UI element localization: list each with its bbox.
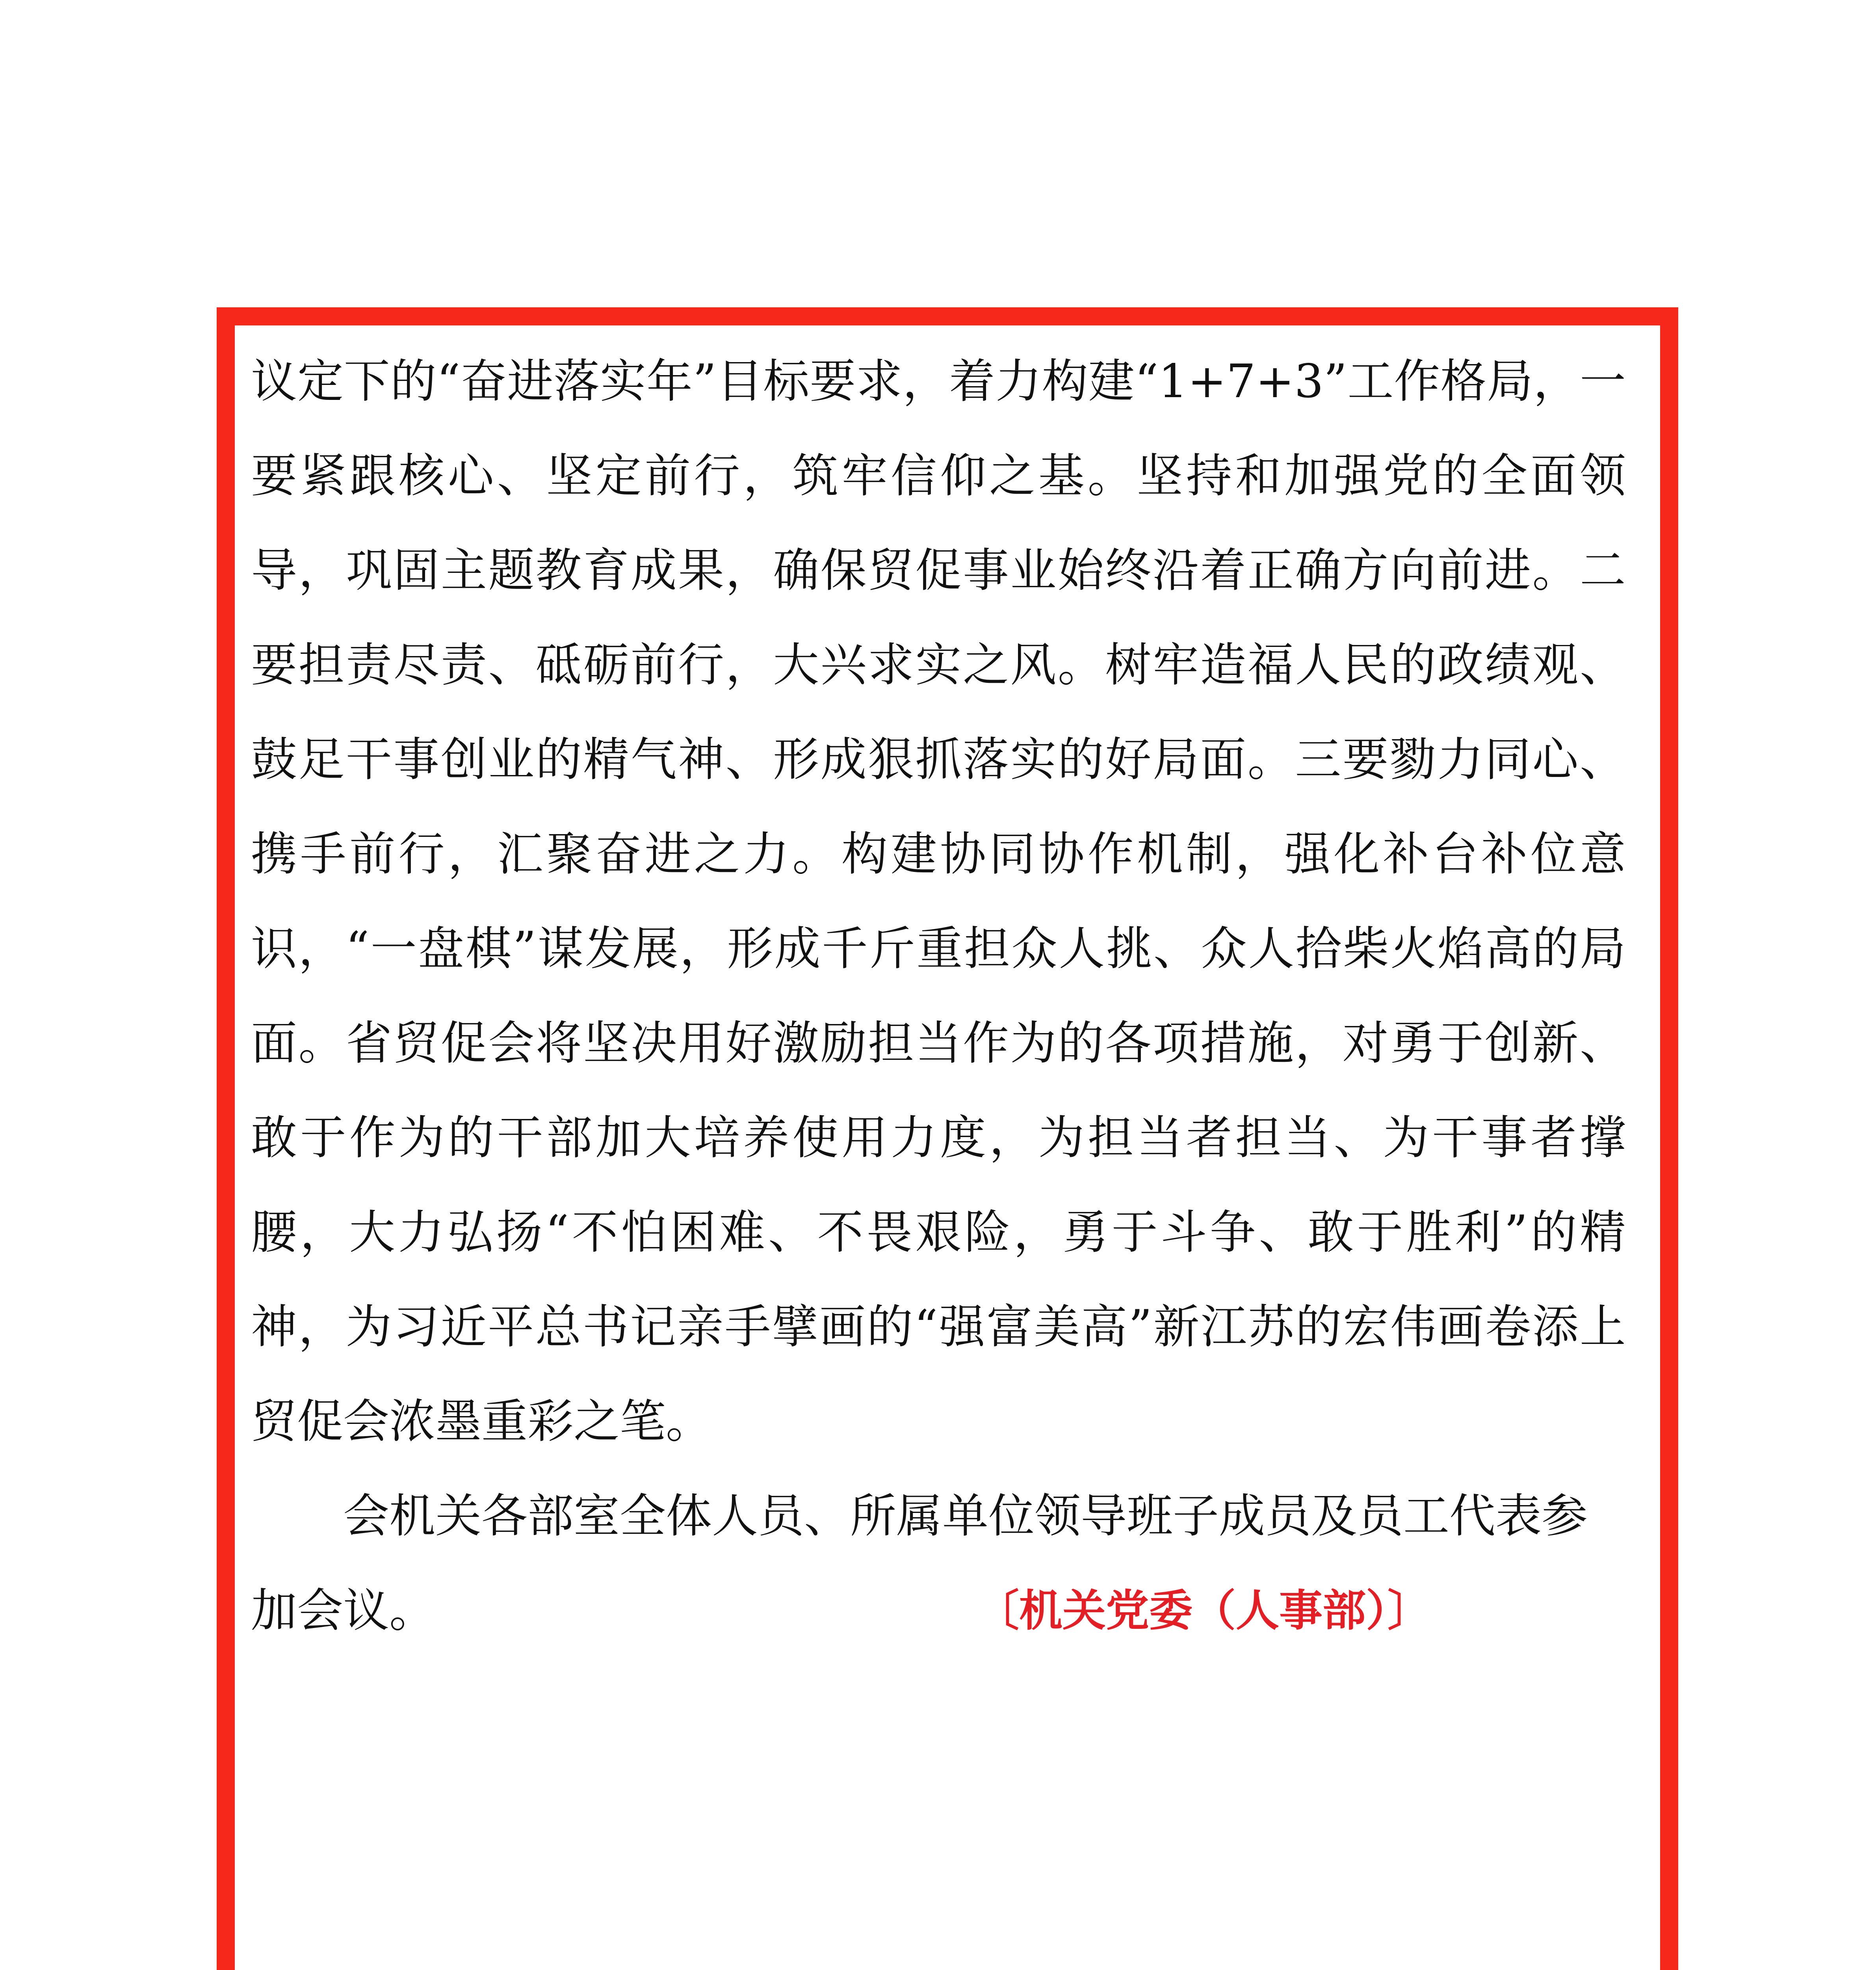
article-body — [251, 334, 1626, 1658]
author-signature: 〔机关党委（人事部）〕 — [976, 1585, 1431, 1636]
body-paragraph: 议定下的“奋进落实年”目标要求，着力构建“1+7+3”工作格局，一要紧跟核心、坚定前行，筑牢信仰之基。坚持和加强党的全面领导，巩固主题教育成果，确保贸促事业始终沿着正确方向前进。二要担责尽责、砥砺前行，大兴求实之风。树牢造福人民的政绩观、鼓足干事创业的精气神、形成狠抓落实的好局面。三要勠力同心、携手前行，汇聚奋进之力。构建协同协作机制，强化补台补位意识，“一盘棋”谋发展，形成千斤重担众人挑、众人拾柴火焰高的局面。省贸促会将坚决用好激励担当作为的各项措施，对勇于创新、敢于作为的干部加大培养使用力度，为担当者担当、为干事者撑腰，大力弘扬“不怕困难、不畏艰险，勇于斗争、敢于胜利”的精神，为习近平总书记亲手擘画的“强富美高”新江苏的宏伟画卷添上贸促会浓墨重彩之笔。 — [251, 354, 1626, 1448]
attendance-last-line — [251, 1563, 1626, 1658]
attendance-paragraph — [251, 1469, 1626, 1563]
attendance-text: 会机关各部室全体人员、所属单位领导班子成员及员工代表参 — [343, 1489, 1588, 1543]
attendance-text-tail: 加会议。 — [251, 1583, 436, 1637]
